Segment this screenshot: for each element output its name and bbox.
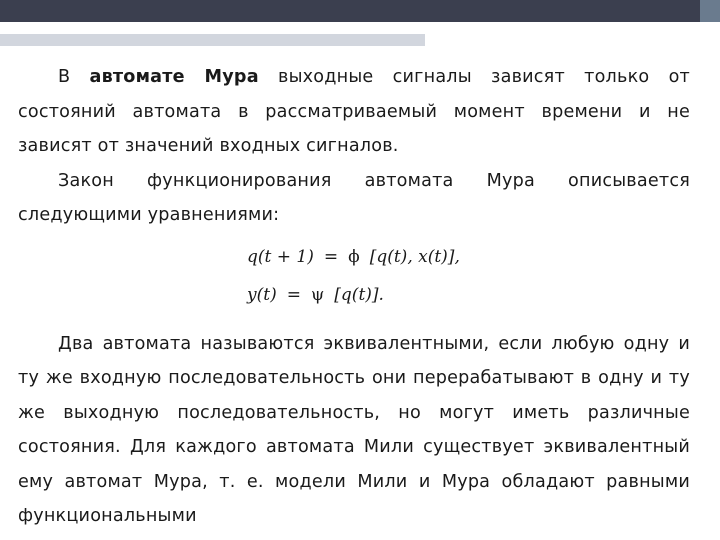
slide-body xyxy=(18,60,690,534)
equation-output xyxy=(247,285,384,305)
header-accent xyxy=(700,0,720,22)
paragraph-moore-definition xyxy=(18,60,690,164)
paragraph-law: Закон функционирования автомата Мура описывается следующими уравнениями: xyxy=(18,170,690,225)
equation-state xyxy=(247,247,460,267)
eq1-lhs: q(t + 1) xyxy=(247,246,314,267)
eq1-phi: ϕ xyxy=(348,246,360,267)
eq2-rhs: [q(t)]. xyxy=(334,284,384,305)
eq1-equals: = xyxy=(323,246,339,267)
para1-lead: В xyxy=(58,67,90,87)
paragraph-equivalence: Два автомата называются эквивалентными, если любую одну и ту же входную последовательность они перерабатывают в одну и ту же выходную последовательность, но могут иметь различные состояния. Для каждого автомата Мили существует эквивалентный ему автомат Мура, т. е. модели Мили и Мура обладают равными функциональными xyxy=(18,333,690,526)
eq2-psi: ψ xyxy=(310,284,325,305)
header-stripe-gap xyxy=(425,30,720,48)
moore-automaton-term: автомате Мура xyxy=(89,67,259,87)
eq2-lhs: y(t) xyxy=(247,284,277,305)
eq2-equals: = xyxy=(286,284,301,305)
equation-system xyxy=(18,233,690,325)
header-bar xyxy=(0,0,700,22)
eq1-rhs: [q(t), x(t)], xyxy=(369,246,460,267)
para1-text: выходные сигналы зависят только от состояний автомата в рассматриваемый момент времени и не зависят от значений входных сигналов. xyxy=(18,67,690,156)
